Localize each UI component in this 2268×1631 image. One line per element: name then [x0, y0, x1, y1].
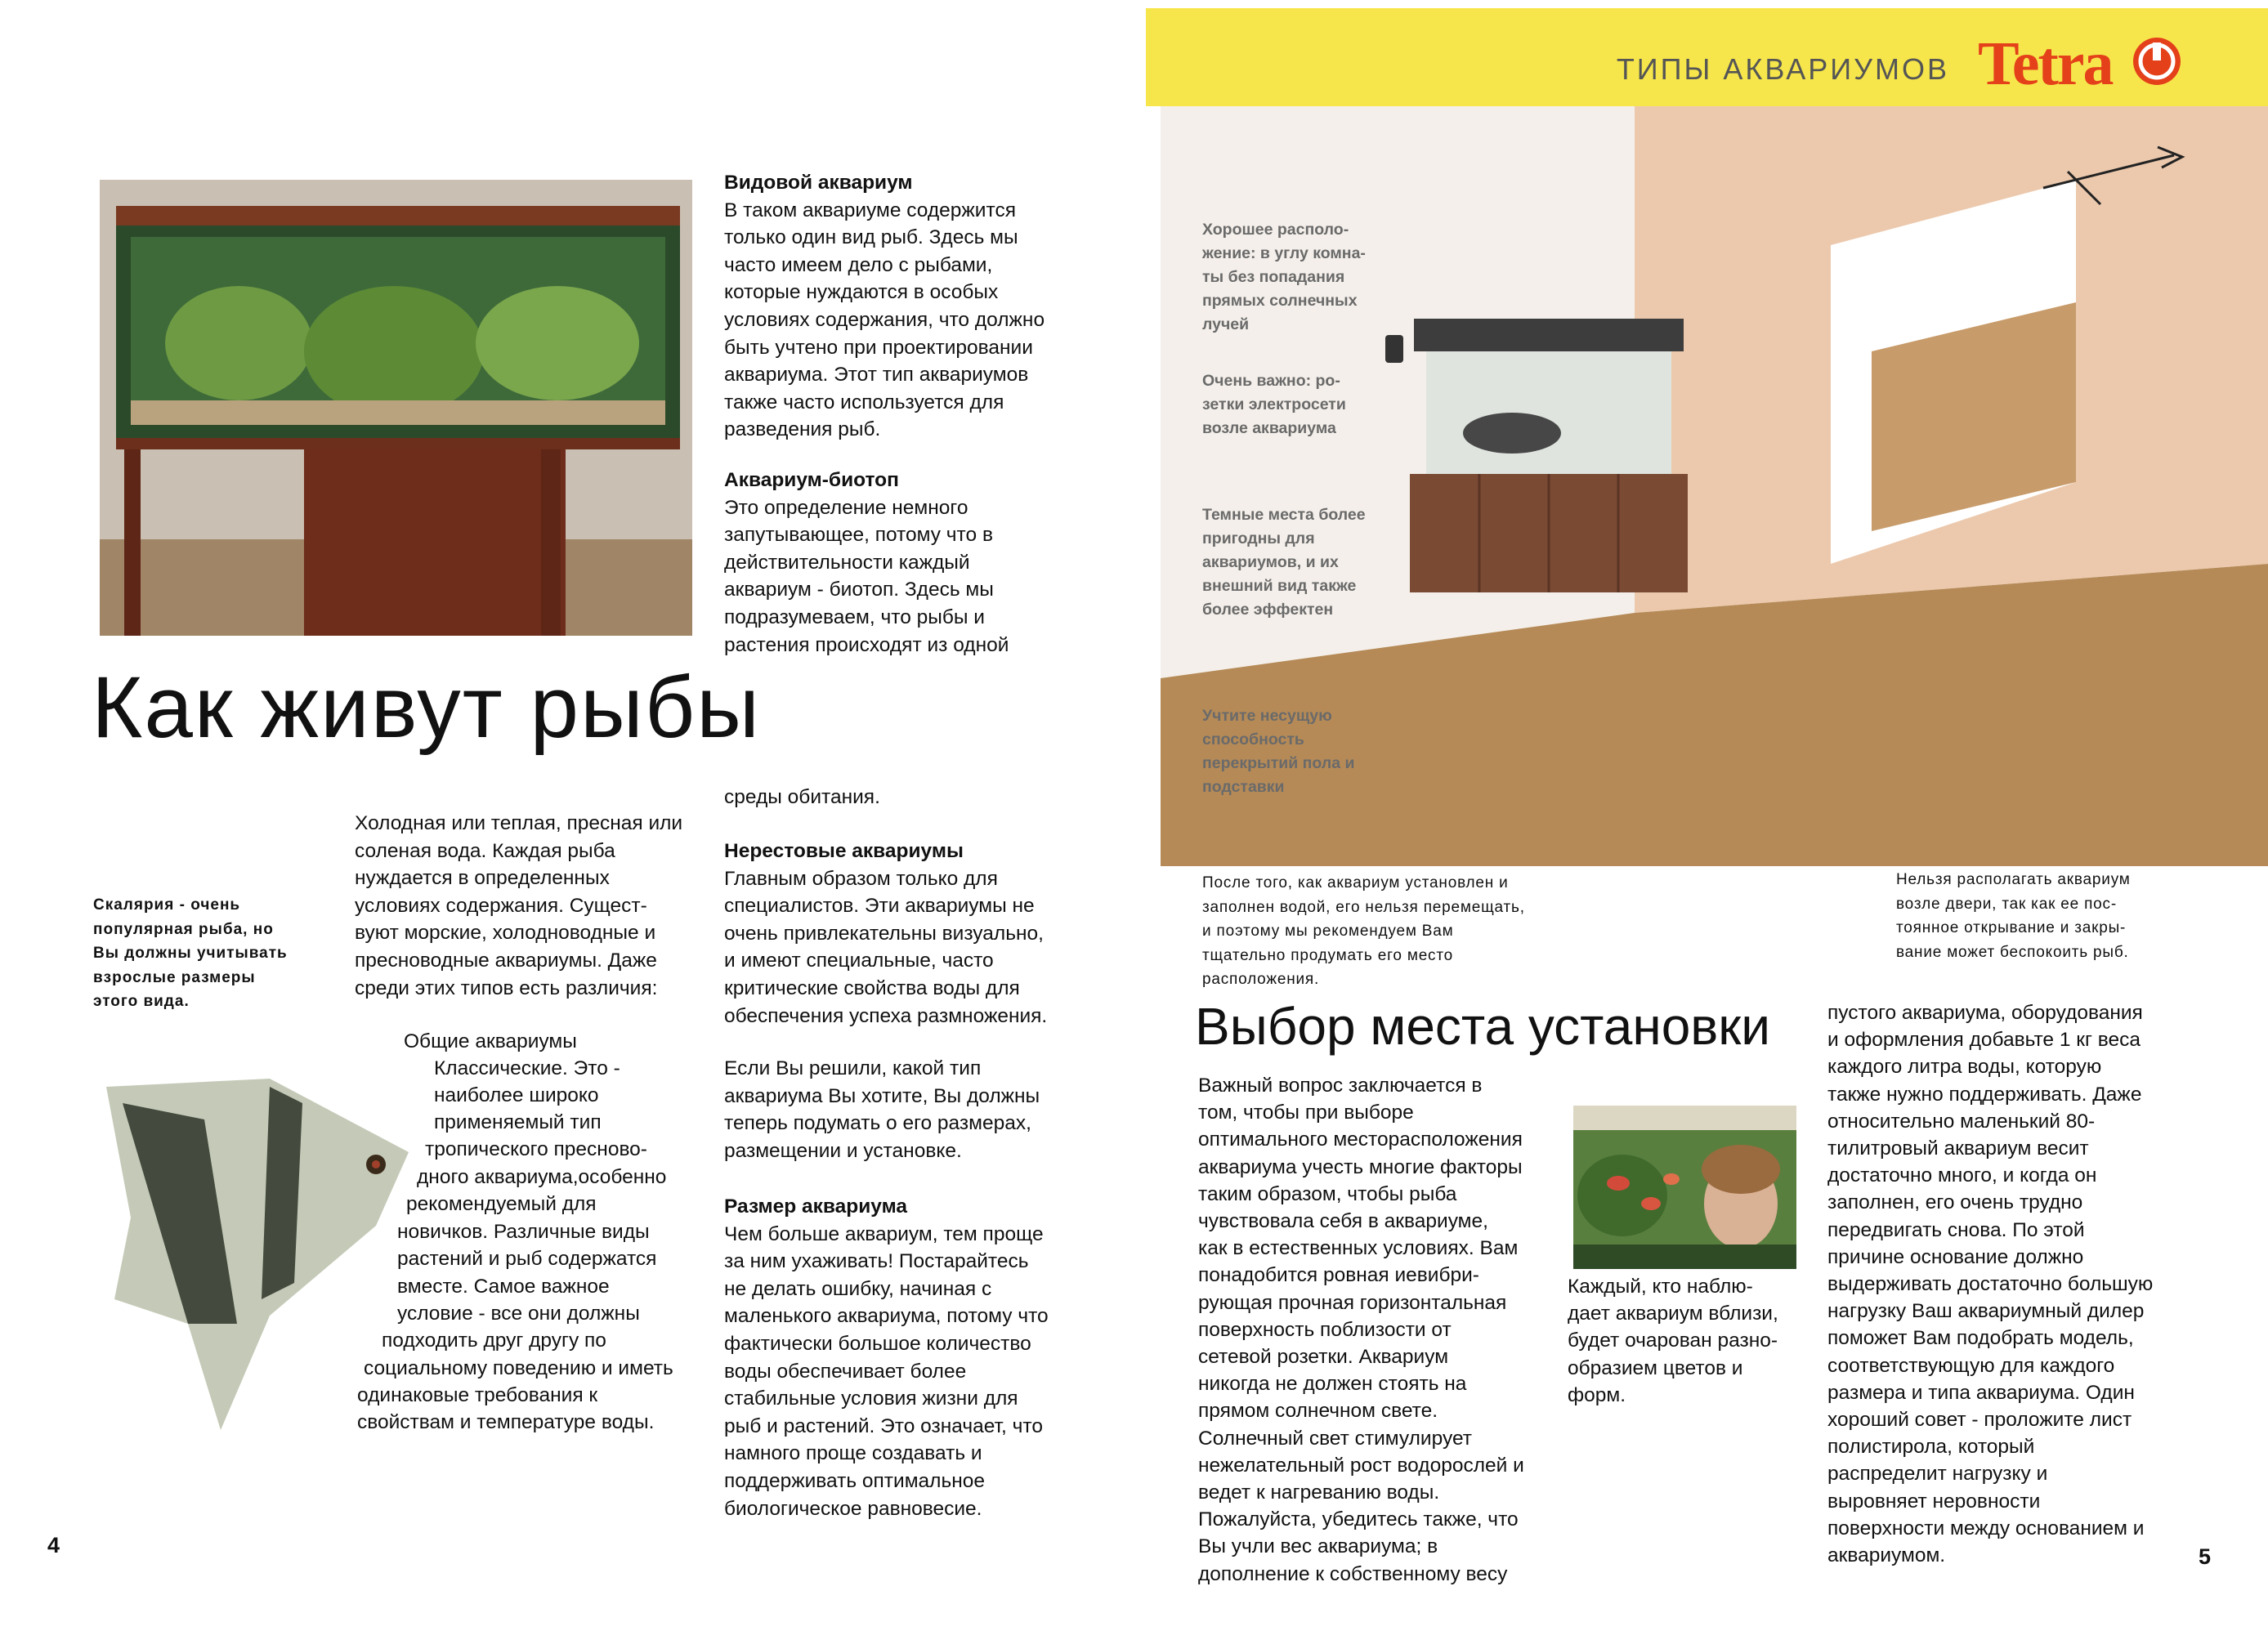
weight-paragraph: пустого аквариума, оборудования и оформления добавьте 1 кг веса каждого литра воды, которую также нужно поддерживать. Даже относительно маленький 80- тилитровый аквариум весит достаточно много, и когда он заполнен, его очень трудно передвигать снова. По этой причине основание должно выдерживать достаточно большую нагрузку Ваш аквариумный дилер поможет Вам подобрать модель, соответствующую для каждого размера и типа аквариума. Один хороший совет - проложите лист полистирола, который распределит нагрузку и выровняет неровности поверхности между основанием и аквариумом.: [1827, 1002, 2154, 1567]
caption-installed: После того, как аквариум установлен и заполнен водой, его нельзя перемещать, и поэтому мы рекомендуем Вам тщательно продумать его место расположения.: [1202, 874, 1525, 988]
general-line: вместе. Самое важное: [397, 1276, 610, 1298]
general-line: тропического пресново-: [425, 1138, 647, 1160]
page-number-left: 4: [47, 1533, 60, 1557]
general-line: одинаковые требования к: [357, 1384, 598, 1406]
aquarium-size-section: Размер аквариума Чем больше аквариум, тем проще за ним ухаживать! Постарайтесь не делать ошибку, начиная с маленького аквариума, потому что фактически большое количество воды обеспечивает более стабильные условия жизни для рыб и растений. Это означает, что намного проще создавать и поддерживать оптимальное биологическое равновесие.: [724, 1193, 1049, 1522]
logo-wordmark: Tetra: [1978, 29, 2113, 98]
angelfish-image: [25, 1054, 409, 1438]
general-line: наиболее широко: [434, 1084, 599, 1106]
aquarium-photo: [100, 180, 692, 636]
annotation-dark-places: Темные места более пригодны для аквариумов, и их внешний вид также более эффектен: [1202, 506, 1366, 619]
species-aquarium-section: Видовой аквариум В таком аквариуме содержится только один вид рыб. Здесь мы часто имеем дело с рыбами, которые нуждаются в особых условиях содержания, что должно быть учтено при проектировании аквариума. Этот тип аквариумов также часто используется для разведения рыб.: [724, 169, 1045, 444]
fish-caption: Скалярия - очень популярная рыба, но Вы должны учитывать взрослые размеры этого вида.: [93, 896, 288, 1010]
general-aquarium-title: Общие аквариумы: [404, 1030, 577, 1052]
decided-paragraph: Если Вы решили, какой тип аквариума Вы хотите, Вы должны теперь подумать о его размерах, размещении и установке.: [724, 1057, 1040, 1162]
general-line: социальному поведению и иметь: [364, 1357, 673, 1379]
subheading: Нерестовые аквариумы: [724, 840, 964, 862]
child-photo-caption: Каждый, кто наблю- дает аквариум вблизи, будет очарован разно- образием цветов и форм.: [1568, 1276, 1778, 1406]
logo-emblem: [2133, 38, 2181, 85]
page-number-right: 5: [2199, 1544, 2212, 1569]
general-line: применяемый тип: [434, 1111, 602, 1133]
intro-paragraph: Холодная или теплая, пресная или соленая вода. Каждая рыба нуждается в определенных условиях содержания. Сущест- вуют морские, холодноводные и пресноводные аквариумы. Даже среди этих типов есть различия:: [355, 812, 683, 999]
biotope-continuation: среды обитания.: [724, 786, 880, 808]
placement-paragraph: Важный вопрос заключается в том, чтобы при выборе оптимального месторасположения аквариума учесть многие факторы таким образом, чтобы рыба чувствовала себя в аквариуме, как в естественных условиях. Вам понадобится ровная иевибри- рующая прочная горизонтальная поверхность поблизости от сетевой розетки. Аквариум никогда не должен стоять на прямом солнечном свете. Солнечный свет стимулирует нежелательный рост водорослей и ведет к нагреванию воды. Пожалуйста, убедитесь также, что Вы учли вес аквариума; в дополнение к собственному весу: [1198, 1075, 1524, 1585]
general-line: условие - все они должны: [397, 1303, 640, 1325]
general-line: растений и рыб содержатся: [397, 1248, 657, 1270]
annotation-sockets: Очень важно: ро- зетки электросети возле аквариума: [1202, 372, 1346, 437]
caption-door: Нельзя располагать аквариум возле двери, так как ее пос- тоянное открывание и закры- вание может беспокоить рыб.: [1896, 871, 2131, 961]
section-title: ТИПЫ АКВАРИУМОВ: [1616, 52, 1949, 86]
page-title: Как живут рыбы: [92, 658, 762, 756]
general-line: рекомендуемый для: [406, 1193, 597, 1215]
subheading: Аквариум-биотоп: [724, 469, 899, 491]
biotope-aquarium-section: Аквариум-биотоп Это определение немного запутывающее, потому что в действительности каждый аквариум - биотоп. Здесь мы подразумеваем, что рыбы и растения происходят из одной: [724, 467, 1009, 659]
subheading: Видовой аквариум: [724, 172, 913, 194]
general-line: Классические. Это -: [434, 1057, 620, 1079]
general-line: свойствам и температуре воды.: [357, 1411, 655, 1433]
spawning-aquarium-section: Нерестовые аквариумы Главным образом только для специалистов. Эти аквариумы не очень привлекательны визуально, и имеют специальные, часто критические свойства воды для обеспечения успеха размножения.: [724, 838, 1047, 1030]
tetra-logo: [1978, 29, 2190, 98]
general-line: подходить друг другу по: [382, 1329, 606, 1352]
general-line: дного аквариума,особенно: [417, 1166, 667, 1188]
annotation-load: Учтите несущую способность перекрытий пола и подставки: [1202, 707, 1355, 796]
child-aquarium-photo: [1573, 1106, 1796, 1269]
annotation-good-place: Хорошее располо- жение: в углу комна- ты без попадания прямых солнечных лучей: [1202, 221, 1366, 333]
general-line: новичков. Различные виды: [397, 1221, 650, 1243]
subheading: Размер аквариума: [724, 1195, 908, 1218]
section-heading: Выбор места установки: [1195, 997, 1771, 1056]
